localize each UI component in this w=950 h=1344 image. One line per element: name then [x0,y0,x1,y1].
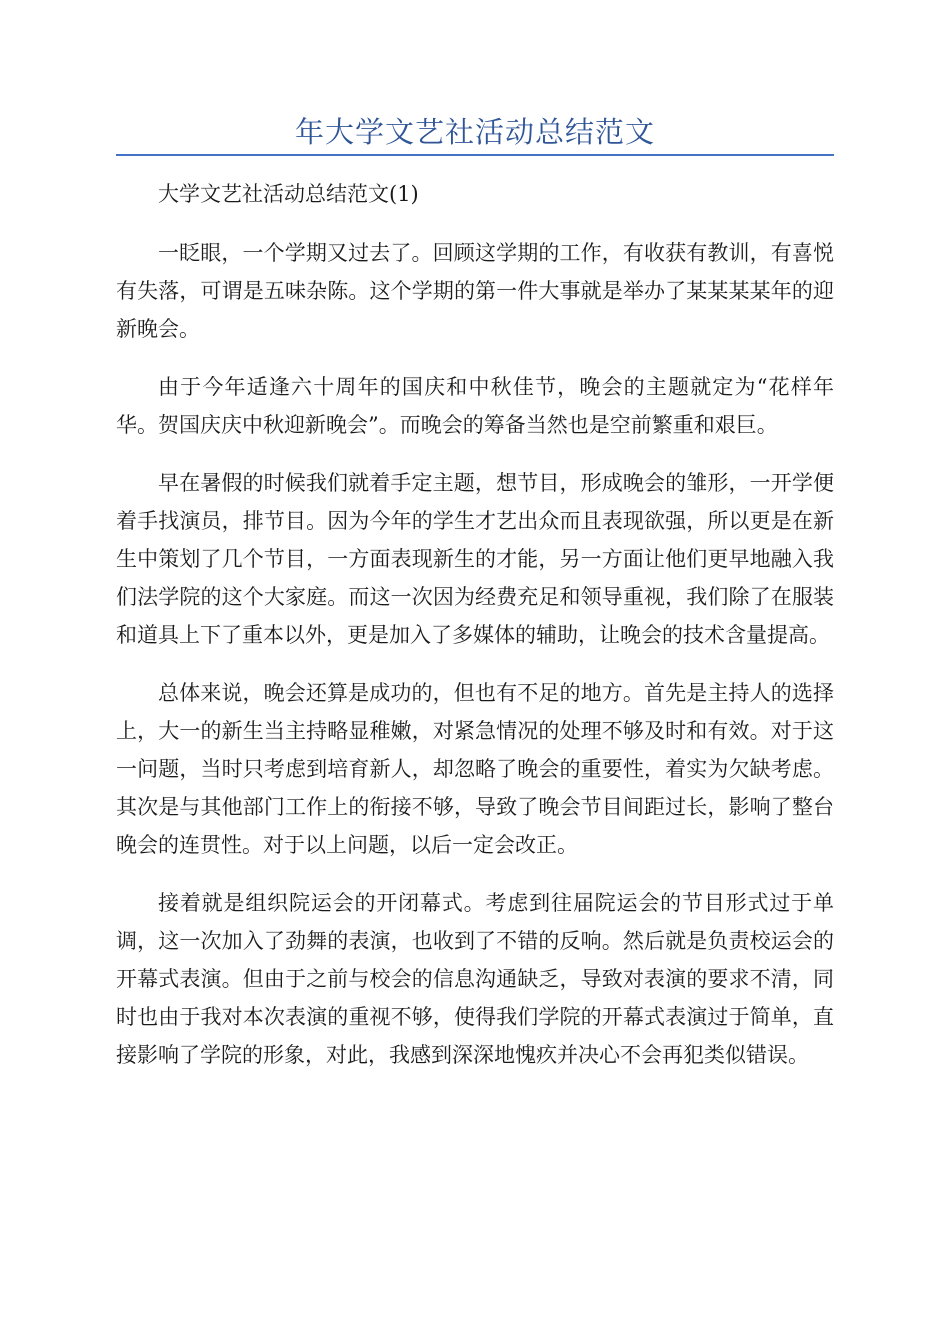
paragraph: 接着就是组织院运会的开闭幕式。考虑到往届院运会的节目形式过于单调，这一次加入了劲舞的表演，也收到了不错的反响。然后就是负责校运会的开幕式表演。但由于之前与校会的信息沟通缺乏，导致对表演的要求不清，同时也由于我对本次表演的重视不够，使得我们学院的开幕式表演过于简单，直接影响了学院的形象，对此，我感到深深地愧疚并决心不会再犯类似错误。 [116,891,834,1067]
title-underline [116,154,834,156]
document-body [116,174,834,1094]
section-heading: 大学文艺社活动总结范文(1) [158,182,419,206]
document-title: 年大学文艺社活动总结范文 [294,115,655,149]
paragraph: 总体来说，晚会还算是成功的，但也有不足的地方。首先是主持人的选择上，大一的新生当主持略显稚嫩，对紧急情况的处理不够及时和有效。对于这一问题，当时只考虑到培育新人，却忽略了晚会的重要性，着实为欠缺考虑。其次是与其他部门工作上的衔接不够，导致了晚会节目间距过长，影响了整台晚会的连贯性。对于以上问题，以后一定会改正。 [116,681,834,857]
paragraph: 一眨眼，一个学期又过去了。回顾这学期的工作，有收获有教训，有喜悦有失落，可谓是五味杂陈。这个学期的第一件大事就是举办了某某某某年的迎新晚会。 [116,241,834,341]
paragraph: 早在暑假的时候我们就着手定主题，想节目，形成晚会的雏形，一开学便着手找演员，排节目。因为今年的学生才艺出众而且表现欲强，所以更是在新生中策划了几个节目，一方面表现新生的才能，另一方面让他们更早地融入我们法学院的这个大家庭。而这一次因为经费充足和领导重视，我们除了在服装和道具上下了重本以外，更是加入了多媒体的辅助，让晚会的技术含量提高。 [116,471,834,647]
paragraph: 由于今年适逢六十周年的国庆和中秋佳节，晚会的主题就定为“花样年华。贺国庆庆中秋迎新晚会”。而晚会的筹备当然也是空前繁重和艰巨。 [116,375,834,437]
